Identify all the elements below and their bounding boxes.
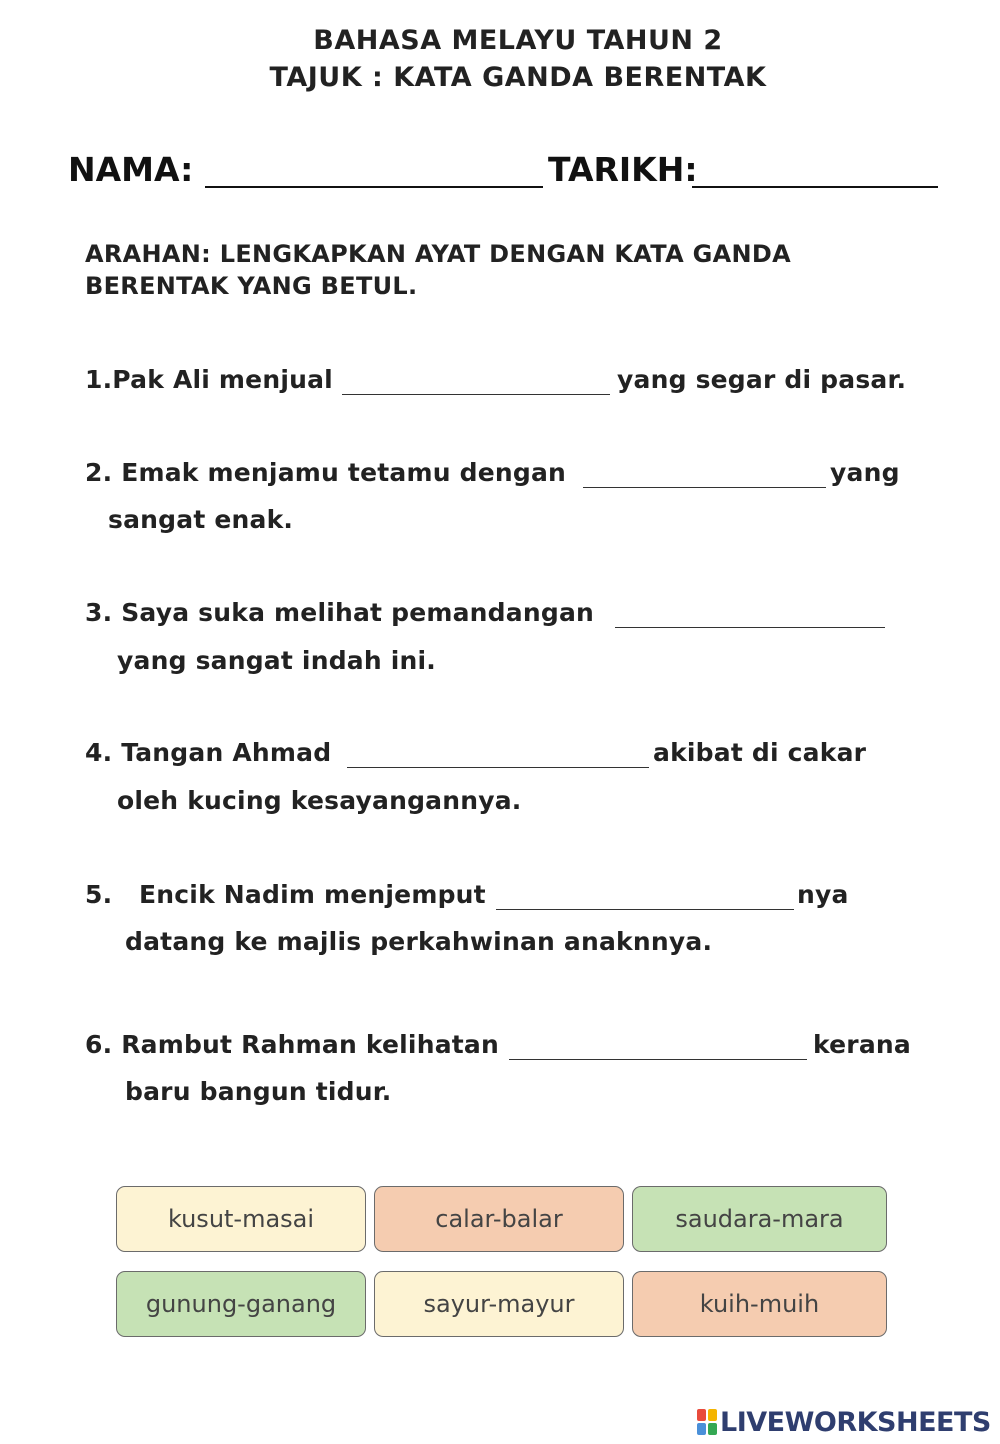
name-field[interactable]: [205, 186, 543, 188]
date-field[interactable]: [692, 186, 938, 188]
question-5-text-after: nya: [797, 880, 849, 909]
question-4-blank[interactable]: [347, 767, 649, 768]
question-2-text-after: yang: [830, 458, 900, 487]
question-1-text-after: yang segar di pasar.: [617, 365, 907, 394]
question-6-text: 6. Rambut Rahman kelihatan: [85, 1030, 499, 1059]
question-5-continuation: datang ke majlis perkahwinan anaknnya.: [125, 927, 713, 956]
date-label: TARIKH:: [548, 150, 698, 189]
question-6-text-after: kerana: [813, 1030, 911, 1059]
question-4-continuation: oleh kucing kesayangannya.: [117, 786, 522, 815]
name-label: NAMA:: [68, 150, 194, 189]
question-1-blank[interactable]: [342, 394, 610, 395]
question-1-text: 1.Pak Ali menjual: [85, 365, 333, 394]
worksheet-topic-title: TAJUK : KATA GANDA BERENTAK: [269, 62, 767, 93]
question-6-blank[interactable]: [509, 1059, 807, 1060]
question-4-text: 4. Tangan Ahmad: [85, 738, 332, 767]
worksheet-subject-title: BAHASA MELAYU TAHUN 2: [313, 25, 723, 56]
word-bank-option[interactable]: kusut-masai: [116, 1186, 366, 1252]
word-bank-option[interactable]: saudara-mara: [632, 1186, 887, 1252]
question-5-text: 5. Encik Nadim menjemput: [85, 880, 486, 909]
word-bank-option[interactable]: gunung-ganang: [116, 1271, 366, 1337]
question-2-text: 2. Emak menjamu tetamu dengan: [85, 458, 567, 487]
question-3-text: 3. Saya suka melihat pemandangan: [85, 598, 595, 627]
question-3-blank[interactable]: [615, 627, 885, 628]
question-5-blank[interactable]: [496, 909, 794, 910]
question-2-blank[interactable]: [583, 487, 826, 488]
liveworksheets-brand: LIVEWORKSHEETS: [720, 1407, 991, 1438]
word-bank-option[interactable]: kuih-muih: [632, 1271, 887, 1337]
question-3-continuation: yang sangat indah ini.: [117, 646, 436, 675]
word-bank-option[interactable]: sayur-mayur: [374, 1271, 624, 1337]
word-bank-option[interactable]: calar-balar: [374, 1186, 624, 1252]
question-4-text-after: akibat di cakar: [653, 738, 867, 767]
liveworksheets-logo-icon: [697, 1409, 717, 1435]
instruction-text: ARAHAN: LENGKAPKAN AYAT DENGAN KATA GANDA BERENTAK YANG BETUL.: [85, 240, 791, 300]
question-2-continuation: sangat enak.: [108, 505, 294, 534]
question-6-continuation: baru bangun tidur.: [125, 1077, 392, 1106]
